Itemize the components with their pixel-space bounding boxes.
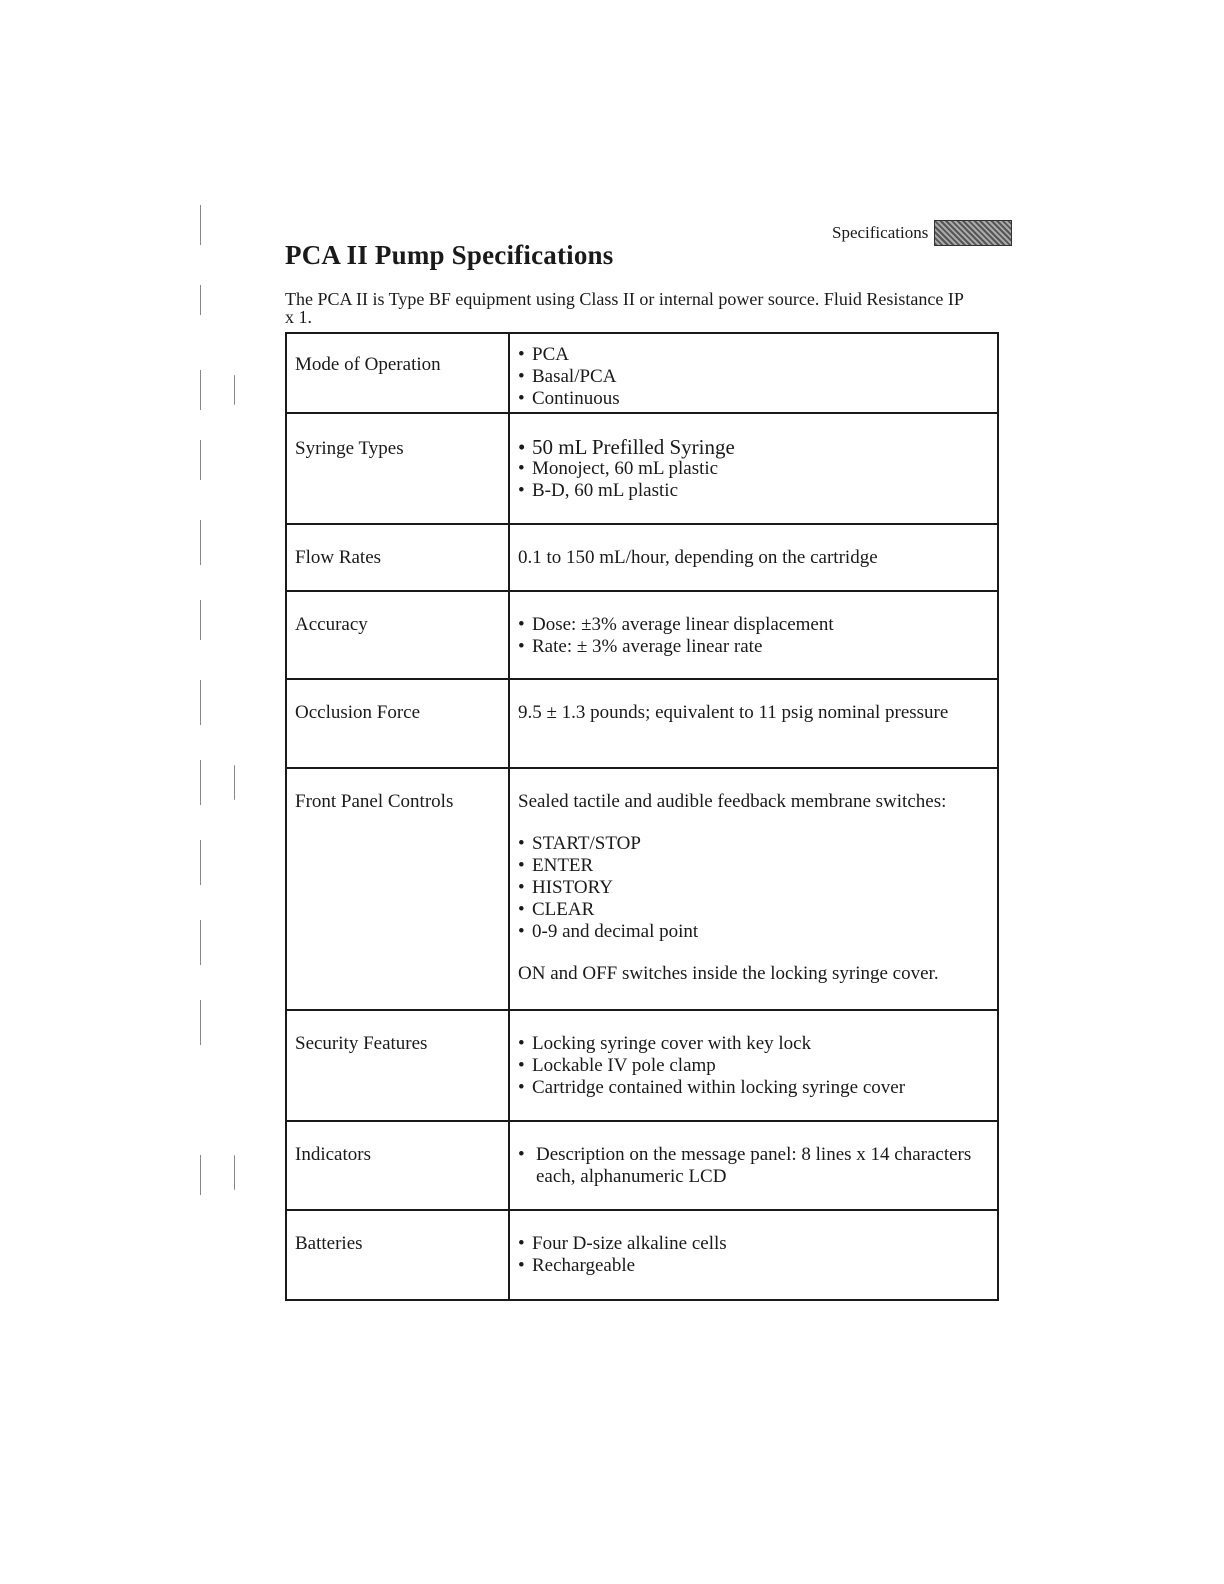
list-item: • 50 mL Prefilled Syringe — [518, 436, 989, 458]
spec-label: Front Panel Controls — [286, 768, 509, 1010]
spec-value — [509, 413, 998, 524]
list-item: • Basal/PCA — [518, 366, 989, 388]
section-label: Specifications — [832, 223, 929, 242]
spec-label: Batteries — [286, 1210, 509, 1300]
list-item: • START/STOP — [518, 833, 989, 855]
list-item: • CLEAR — [518, 899, 989, 921]
bullet-list — [518, 344, 989, 410]
bullet-list — [518, 436, 989, 502]
list-item: • Four D-size alkaline cells — [518, 1233, 989, 1255]
list-item: • Rechargeable — [518, 1255, 989, 1277]
spec-text: Sealed tactile and audible feedback membrane switches: — [518, 791, 947, 812]
bullet-list — [518, 1033, 989, 1099]
bullet-list — [518, 1233, 989, 1277]
spec-value — [509, 1010, 998, 1121]
spec-value — [509, 768, 998, 1010]
table-row — [286, 333, 998, 413]
spec-label: Security Features — [286, 1010, 509, 1121]
spec-label: Mode of Operation — [286, 333, 509, 413]
list-item: • B-D, 60 mL plastic — [518, 480, 989, 502]
spec-label: Syringe Types — [286, 413, 509, 524]
spec-value — [509, 591, 998, 679]
list-item: • 0-9 and decimal point — [518, 921, 989, 943]
spec-text: ON and OFF switches inside the locking syringe cover. — [518, 963, 939, 984]
list-item: • HISTORY — [518, 877, 989, 899]
page-header — [832, 220, 1012, 246]
list-item: • Cartridge contained within locking syringe cover — [518, 1077, 989, 1099]
page-title: PCA II Pump Specifications — [285, 240, 614, 270]
list-item: • Rate: ± 3% average linear rate — [518, 636, 989, 658]
table-row — [286, 591, 998, 679]
spec-text: 9.5 ± 1.3 pounds; equivalent to 11 psig nominal pressure — [518, 702, 949, 723]
table-row — [286, 768, 998, 1010]
spec-value — [509, 333, 998, 413]
list-item: • PCA — [518, 344, 989, 366]
spec-value — [509, 679, 998, 768]
table-row — [286, 679, 998, 768]
intro-paragraph: The PCA II is Type BF equipment using Class II or internal power source. Fluid Resistance IP x 1. — [285, 289, 964, 327]
list-item: • Description on the message panel: 8 lines x 14 characters each, alphanumeric LCD — [518, 1144, 989, 1188]
bullet-list — [518, 614, 989, 658]
table-row — [286, 1121, 998, 1210]
table-row — [286, 1210, 998, 1300]
list-item: • Dose: ±3% average linear displacement — [518, 614, 989, 636]
spec-label: Accuracy — [286, 591, 509, 679]
list-item: • Lockable IV pole clamp — [518, 1055, 989, 1077]
section-tab-icon — [934, 220, 1012, 246]
bullet-list — [518, 833, 989, 943]
spec-label: Occlusion Force — [286, 679, 509, 768]
table-row — [286, 413, 998, 524]
spec-label: Flow Rates — [286, 524, 509, 591]
spec-value — [509, 1210, 998, 1300]
spec-value — [509, 524, 998, 591]
list-item: • Locking syringe cover with key lock — [518, 1033, 989, 1055]
list-item: • Continuous — [518, 388, 989, 410]
bullet-list — [518, 1144, 989, 1188]
binder-hole-marks — [196, 195, 266, 1375]
spec-text: 0.1 to 150 mL/hour, depending on the cartridge — [518, 547, 878, 568]
spec-value — [509, 1121, 998, 1210]
list-item: • ENTER — [518, 855, 989, 877]
spec-label: Indicators — [286, 1121, 509, 1210]
table-row — [286, 524, 998, 591]
list-item: • Monoject, 60 mL plastic — [518, 458, 989, 480]
table-row — [286, 1010, 998, 1121]
specifications-table — [285, 332, 999, 1301]
